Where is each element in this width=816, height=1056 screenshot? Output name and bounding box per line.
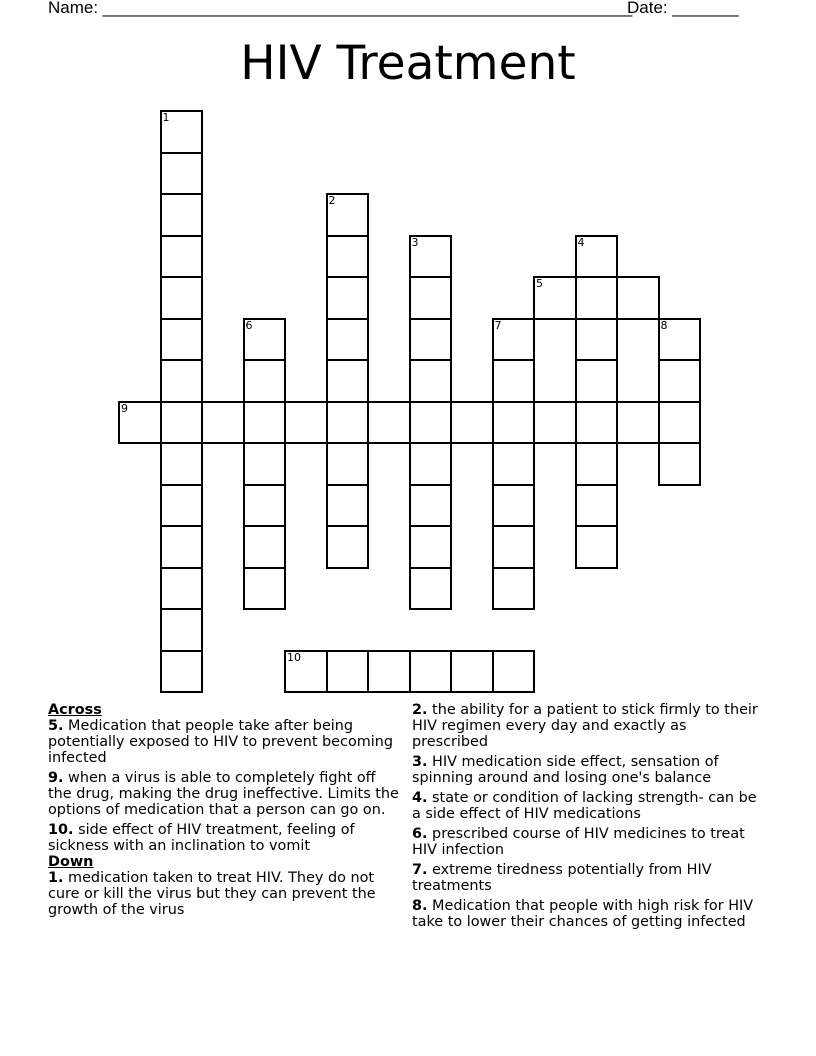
clue-number-label: 3 (411, 235, 419, 249)
grid-cell[interactable] (492, 359, 536, 403)
clue-across-5 (48, 718, 400, 766)
clue-number-label: 10 (287, 650, 301, 664)
grid-cell[interactable] (575, 235, 619, 279)
grid-cell[interactable] (160, 608, 204, 652)
puzzle-title: HIV Treatment (240, 36, 576, 91)
grid-cell[interactable] (575, 442, 619, 486)
grid-cell[interactable] (201, 401, 245, 445)
grid-cell[interactable] (160, 193, 204, 237)
grid-cell[interactable] (160, 484, 204, 528)
clue-text: the ability for a patient to stick firmly to their HIV regimen every day and exactly as prescribed (412, 702, 758, 750)
clue-number: 8. (412, 898, 428, 914)
grid-cell[interactable] (160, 401, 204, 445)
grid-cell[interactable] (658, 359, 702, 403)
clues-left-column (48, 702, 400, 922)
grid-cell[interactable] (160, 152, 204, 196)
grid-cell[interactable] (450, 650, 494, 694)
clue-number: 2. (412, 702, 428, 718)
grid-cell[interactable] (243, 484, 287, 528)
grid-cell[interactable] (160, 650, 204, 694)
grid-cell[interactable] (118, 401, 162, 445)
grid-cell[interactable] (160, 235, 204, 279)
clues-right-column (412, 702, 762, 934)
grid-cell[interactable] (243, 525, 287, 569)
grid-cell[interactable] (492, 484, 536, 528)
grid-cell[interactable] (160, 318, 204, 362)
clue-text: Medication that people take after being potentially exposed to HIV to prevent becoming infected (48, 718, 394, 766)
clue-number-label: 9 (121, 401, 128, 415)
clue-down-3 (412, 754, 762, 786)
grid-cell[interactable] (658, 442, 702, 486)
grid-cell[interactable] (326, 235, 370, 279)
clue-text: HIV medication side effect, sensation of spinning around and losing one's balance (412, 754, 719, 786)
grid-cell[interactable] (658, 401, 702, 445)
grid-cell[interactable] (409, 401, 453, 445)
clue-text: extreme tiredness potentially from HIV treatments (412, 862, 712, 894)
clue-text: Medication that people with high risk for HIV take to lower their chances of getting infected (412, 898, 754, 930)
grid-cell[interactable] (367, 401, 411, 445)
grid-cell[interactable] (409, 442, 453, 486)
clue-text: medication taken to treat HIV. They do not cure or kill the virus but they can prevent the growth of the virus (48, 870, 376, 918)
grid-cell[interactable] (409, 525, 453, 569)
grid-cell[interactable] (616, 276, 660, 320)
grid-cell[interactable] (367, 650, 411, 694)
clue-number-label: 6 (245, 318, 253, 332)
clue-number: 3. (412, 754, 428, 770)
grid-cell[interactable] (409, 276, 453, 320)
grid-cell[interactable] (160, 276, 204, 320)
down-heading: Down (48, 854, 94, 870)
grid-cell[interactable] (575, 276, 619, 320)
grid-cell[interactable] (492, 525, 536, 569)
name-field[interactable]: Name: ________________________________________________________ (48, 0, 633, 17)
clue-text: prescribed course of HIV medicines to treat HIV infection (412, 826, 745, 858)
grid-cell[interactable] (492, 401, 536, 445)
grid-cell[interactable] (243, 359, 287, 403)
grid-cell[interactable] (409, 650, 453, 694)
clue-across-10 (48, 822, 400, 854)
clue-number: 1. (48, 870, 64, 886)
grid-cell[interactable] (409, 318, 453, 362)
grid-cell[interactable] (533, 401, 577, 445)
grid-cell[interactable] (575, 318, 619, 362)
clue-down-6 (412, 826, 762, 858)
clue-number: 6. (412, 826, 428, 842)
grid-cell[interactable] (575, 401, 619, 445)
grid-cell[interactable] (575, 359, 619, 403)
grid-cell[interactable] (160, 567, 204, 611)
clue-number-label: 5 (536, 277, 543, 290)
clue-number-label: 8 (660, 318, 668, 332)
grid-cell[interactable] (616, 401, 660, 445)
grid-cell[interactable] (658, 318, 702, 362)
clue-number: 4. (412, 790, 428, 806)
grid-cell[interactable] (575, 525, 619, 569)
grid-cell[interactable] (492, 650, 536, 694)
clue-down-1 (48, 870, 400, 918)
grid-cell[interactable] (326, 318, 370, 362)
clue-number-label: 2 (328, 194, 336, 207)
clue-number-label: 7 (494, 318, 502, 332)
clue-down-7 (412, 862, 762, 894)
clue-across-9 (48, 770, 400, 818)
grid-cell[interactable] (326, 401, 370, 445)
grid-cell[interactable] (326, 359, 370, 403)
grid-cell[interactable] (533, 276, 577, 320)
name-date-line (48, 0, 739, 18)
grid-cell[interactable] (409, 235, 453, 279)
clue-down-4 (412, 790, 762, 822)
clue-number: 9. (48, 770, 64, 786)
grid-cell[interactable] (575, 484, 619, 528)
clue-text: side effect of HIV treatment, feeling of sickness with an inclination to vomit (48, 822, 355, 854)
grid-cell[interactable] (160, 525, 204, 569)
grid-cell[interactable] (492, 318, 536, 362)
across-heading: Across (48, 702, 102, 718)
grid-cell[interactable] (409, 567, 453, 611)
grid-cell[interactable] (284, 650, 328, 694)
clue-down-8 (412, 898, 762, 930)
grid-cell[interactable] (326, 650, 370, 694)
clue-number-label: 1 (162, 111, 170, 124)
grid-cell[interactable] (326, 193, 370, 237)
grid-cell[interactable] (243, 318, 287, 362)
grid-cell[interactable] (243, 442, 287, 486)
grid-cell[interactable] (409, 484, 453, 528)
grid-cell[interactable] (326, 442, 370, 486)
grid-cell[interactable] (160, 442, 204, 486)
grid-cell[interactable] (326, 276, 370, 320)
date-field[interactable]: Date: _______ (627, 0, 739, 17)
clue-down-2 (412, 702, 762, 750)
grid-cell[interactable] (243, 401, 287, 445)
grid-cell[interactable] (326, 525, 370, 569)
grid-cell[interactable] (243, 567, 287, 611)
grid-cell[interactable] (492, 442, 536, 486)
clue-number-label: 4 (577, 235, 585, 249)
clue-text: when a virus is able to completely fight off the drug, making the drug ineffective. Limits the options of medication that a person can go on. (48, 770, 399, 818)
clue-number: 7. (412, 862, 428, 878)
grid-cell[interactable] (160, 110, 204, 154)
grid-cell[interactable] (326, 484, 370, 528)
clue-text: state or condition of lacking strength- can be a side effect of HIV medications (412, 790, 757, 822)
grid-cell[interactable] (409, 359, 453, 403)
clue-number: 10. (48, 822, 74, 838)
grid-cell[interactable] (450, 401, 494, 445)
clue-number: 5. (48, 718, 64, 734)
grid-cell[interactable] (492, 567, 536, 611)
grid-cell[interactable] (160, 359, 204, 403)
grid-cell[interactable] (284, 401, 328, 445)
